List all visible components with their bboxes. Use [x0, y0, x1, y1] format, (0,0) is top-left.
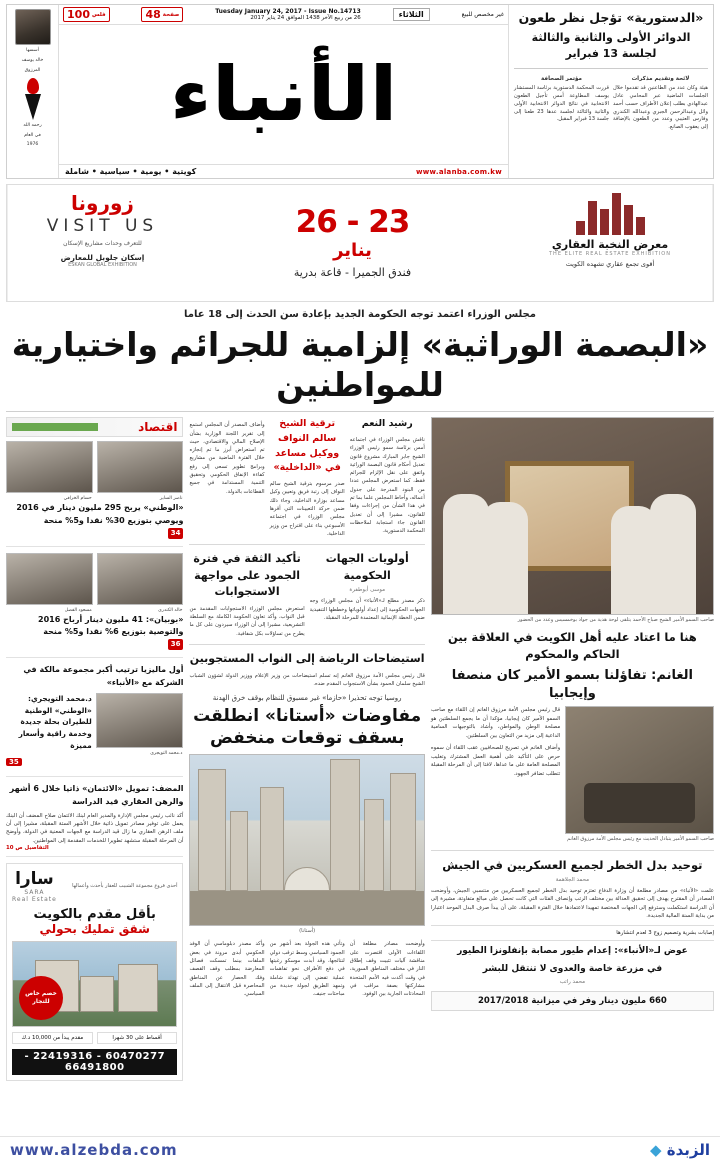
ad-visit-sub: للتعرف وحدات مشاريع الإسكان	[63, 240, 142, 247]
main-content	[6, 417, 714, 1081]
right-highlight-text: إصابات بشرية وتصميم زوج 3 لعدم انتشارها	[616, 929, 714, 936]
subblock-2	[189, 551, 304, 638]
subblock-1-body: ذكر مصدر مطلع لـ«الأنباء» أن مجلس الوزراء وجه الجهات الحكومية إلى إعداد أولوياتها وخططها التنفيذية ضمن الخطة الإنمائية المعتمدة للمرحلة المقبلة.	[309, 598, 425, 621]
sara-ad-logo	[12, 869, 57, 903]
ad-venue: فندق الجميرا - قاعة بدرية	[293, 266, 412, 279]
masthead-center	[59, 5, 508, 178]
cabinet-col-2	[270, 417, 345, 538]
masthead-headline-box	[514, 9, 708, 69]
footer-brand-label: الزبدة	[666, 1140, 710, 1159]
footer-brand-dot: ◆	[649, 1140, 662, 1159]
right-body-text	[431, 706, 560, 844]
masthead-bottombar	[59, 164, 508, 178]
right-divider	[431, 850, 714, 851]
ad-eskan-company-ar: إسكان جلوبل للمعارض	[60, 253, 145, 262]
sara-headline-1: بأقل مقدم بالكويت	[33, 907, 156, 923]
right-body-1: قال رئيس مجلس الأمة مرزوق الغانم إن اللقاء مع صاحب السمو الأمير كان إيجابيا، مؤكدا أن ما يجمع السلطتين هو مصلحة الوطن والمواطن، وأشاد بالتوجيهات السامية الداعية إلى مزيد من التعاون بين السلطتين.	[430, 707, 561, 739]
masthead-columns	[514, 75, 708, 132]
right-body-2: وأضاف الغانم في تصريح للصحافيين عقب اللقاء أن سموه حرص على التأكيد على أهمية العمل المشترك وتغليب المصلحة العامة على ما عداها، لافتا إلى أن المرحلة المقبلة تتطلب تضافر الجهود.	[430, 745, 561, 777]
issue-date	[215, 8, 361, 21]
founder-line-4: رحمه الله	[23, 122, 42, 128]
portrait-caption: مسعود الفضل	[64, 607, 92, 613]
website-url[interactable]: www.alanba.com.kw	[416, 167, 502, 176]
subblock-2-body: استعرض مجلس الوزراء الاستجوابات المقدمة من قبل النواب، وأكد تعاون الحكومة الكاملة مع السلطة التشريعية، مشيرا إلى أن الوزراء سيردون على كل ما يطرح من تساؤلات بكل شفافية.	[189, 605, 305, 637]
masthead-founder	[7, 5, 59, 178]
portrait-photo	[97, 553, 184, 613]
cabinet-columns	[189, 417, 424, 538]
economy-item-4-title: المضف: تمويل «الائتمان» ذاتيا خلال 6 أشهر والرهن العقاري قيد الدراسة	[9, 783, 184, 806]
torch-icon	[20, 78, 46, 120]
page-badge: 35	[6, 758, 22, 766]
portrait-caption: حسام الخرافي	[63, 496, 92, 502]
middle-divider-1	[189, 544, 424, 545]
subblock-2-title: تأكيد الثقة في فترة الجمود على مواجهة الاستجوابات	[193, 552, 301, 599]
economy-item-1[interactable]	[6, 441, 183, 546]
middle-subblocks-2	[189, 651, 424, 688]
price-badge	[63, 7, 110, 22]
sara-ad-header	[12, 869, 177, 903]
economy-item-1-line2: ويوصي بتوزيع 30% نقدا و5% منحة	[43, 515, 184, 525]
ad-visit-en: VISIT US	[46, 216, 159, 236]
portrait-caption: د.محمد التويجري	[150, 750, 183, 756]
founder-line-1: أسسها	[26, 48, 39, 53]
cabinet-col-3	[189, 417, 264, 538]
skyline-icon	[514, 191, 706, 235]
masthead-lead-story	[508, 5, 713, 178]
sara-advertisement[interactable]	[6, 863, 183, 1081]
rule-divider	[6, 411, 714, 412]
footer-url[interactable]: www.alzebda.com	[10, 1140, 178, 1159]
pages-badge	[141, 7, 183, 22]
masthead-topbar	[59, 5, 508, 25]
economy-item-2-line1: «بوبيان»: 41 مليون دينار أرباح 2016	[38, 614, 184, 624]
ad-elite-title-en: THE ELITE REAL ESTATE EXHIBITION	[549, 251, 671, 257]
lead-kicker: مجلس الوزراء اعتمد توجه الحكومة الجديد بإعادة سن الحدث إلى 18 عاما	[184, 309, 536, 320]
amir-photo	[431, 417, 714, 615]
footer-brand[interactable]	[650, 1141, 710, 1159]
sara-offer-1: مقدم يبدأ من 10,000 د.ك	[12, 1032, 93, 1044]
column-right	[431, 417, 714, 1081]
right-body-columns	[431, 706, 714, 844]
sara-phone-numbers[interactable]: 60470277 - 22419316 - 66491800	[12, 1049, 177, 1075]
ad-visit-ar: زورونا	[71, 191, 134, 215]
cabinet-col-1	[350, 417, 425, 538]
astana-body-3: وأكد مصدر دبلوماسي أن الوفد الحكومي أبدى مرونة في بعض الملفات بينما تمسكت فصائل المعارضة بمطلب وقف القصف وفك الحصار عن المناطق المحاصرة قبل الانتقال إلى الملف السياسي.	[189, 941, 265, 998]
economy-item-3-photos	[6, 693, 183, 771]
economy-section-bar	[12, 423, 98, 431]
subblock-3-title: استيضاحات الرياضة إلى النواب المستجوبين	[189, 652, 425, 665]
sara-logo-ar: سارا	[15, 869, 54, 890]
astana-body-columns	[189, 940, 424, 998]
pages-value: 48	[145, 8, 161, 21]
economy-item-4-detail[interactable]: التفاصيل ص 10	[6, 845, 49, 852]
portrait-caption: خالد الكندري	[158, 607, 183, 613]
founder-line-6: 1976	[26, 142, 39, 148]
ad-elite-sub: أقوى تجمع عقاري تشهده الكويت	[565, 260, 655, 268]
weekday-badge: الثلاثاء	[393, 8, 430, 21]
column-left	[6, 417, 183, 1081]
cabinet-col2-body: صدر مرسوم بترقية الشيخ سالم النواف إلى رتبة فريق وتعيين وكيل مساعد بوزارة الداخلية، وجاء ذلك ضمن حركة التعيينات التي أقرها مجلس الوزراء في اجتماعه الأسبوعي بناء على اقتراح من وزير الداخلية.	[269, 481, 345, 537]
amir-meeting-caption: صاحب السمو الأمير يتبادل الحديث مع رئيس مجلس الأمة مرزوق الغانم	[567, 836, 714, 843]
subblock-1-byline: موسى أبوطفرة	[349, 587, 386, 594]
ad-eskan-company-en: ESKAN GLOBAL EXHIBITION	[68, 262, 137, 268]
right-block2-title: توحيد بدل الخطر لجميع العسكريين في الجيش	[442, 858, 703, 873]
sara-logo-sub: Real Estate	[12, 896, 57, 904]
portrait-photo	[96, 693, 184, 756]
masthead-subheadline: الدوائر الأولى والثانية والثالثة لجلسة 13 فبراير	[531, 30, 691, 61]
astana-headline: مفاوضات «أستانا» انطلقت بسقف توقعات منخفض	[193, 706, 422, 749]
economy-item-4[interactable]	[6, 783, 183, 857]
ad-eskan-block[interactable]	[7, 185, 197, 301]
amir-meeting-photo	[565, 706, 714, 834]
subblock-1-title: أولويات الجهات الحكومية	[325, 552, 409, 582]
column-middle	[189, 417, 424, 1081]
price-label: فلس	[91, 11, 106, 18]
economy-item-1-title	[6, 502, 183, 540]
right-promo-byline: محمد راتب	[559, 979, 586, 986]
lead-story	[6, 309, 714, 404]
cabinet-col3-body: وأضاف المصدر أن المجلس استمع إلى تقرير اللجنة الوزارية بشأن الإصلاح المالي والاقتصادي، حيث تم استعراض أبرز ما تم إنجازه خلال الفترة الماضية من مشاريع وبرامج تطوير تسعى إلى رفع كفاءة الإنفاق الحكومي وتحقيق التنمية المستدامة في جميع القطاعات بالدولة.	[189, 422, 265, 495]
economy-item-3-title: د.محمد التويجري: «الوطني» الوطنية للطيران بحلة جديدة وخدمة راقية وأسعار مميزة 35	[6, 693, 92, 771]
right-block2-byline: محمد الجلاهمة	[555, 876, 590, 883]
founder-line-3: المرزوق	[24, 67, 41, 73]
sara-discount-seal: خصم خاص للتجار	[19, 976, 63, 1020]
sara-offer-2: أقساط على 30 شهرا	[97, 1032, 178, 1044]
economy-item-2-photos	[6, 553, 183, 613]
sara-headline-2: شقق تمليك بحولي	[39, 922, 150, 937]
economy-item-3[interactable]	[6, 664, 183, 777]
portrait-photo	[6, 553, 93, 613]
economy-item-2-line2: والتوصية بتوزيع 6% نقدا و5% منحة	[43, 627, 184, 637]
founder-line-5: في العام	[24, 132, 41, 138]
economy-item-4-body: أكد نائب رئيس مجلس الإدارة والمدير العام لبنك الائتمان صلاح المضف أن البنك يعمل على توفير مصادر تمويل ذاتية خلال الأشهر الستة المقبلة، مشيرا إلى أن ملف الرهن العقاري ما زال قيد الدراسة مع الجهات المعنية في الدولة، وأوضح أن المرحلة المقبلة ستشهد تطويرا للخدمات المقدمة إلى المواطنين.	[6, 812, 184, 844]
astana-body-1: وأوضحت مصادر مطلعة أن اللقاءات الأولى اقتصرت على مناقشة آليات تثبيت وقف إطلاق النار في مختلف المناطق السورية، في وقت أكدت فيه الأمم المتحدة مشاركتها بصفة مراقب في المحادثات الجارية بين الوفود.	[349, 941, 425, 998]
economy-item-2[interactable]	[6, 553, 183, 658]
ad-dates: 23 - 26	[295, 204, 410, 240]
masthead-col1-title: لائحة وتقديم مذكرات	[631, 75, 690, 82]
paper-logo: الأنباء	[169, 49, 398, 138]
economy-section-header	[6, 417, 183, 437]
right-highlight-box	[431, 925, 714, 942]
masthead-headline: «الدستورية» تؤجل نظر طعون	[518, 10, 704, 25]
price-value: 100	[67, 8, 90, 21]
masthead-column-2	[514, 75, 609, 132]
masthead-col1-body: هيئة وكان عدد من الطاعنين قد تقدموا خلال الجلسات الماضية عبر المحامي عادل عبدالهادي بطلب إعلان الأطراف حسب أحمد وائل وعبدالرحمن الجبري وعبدالله الكندري وفارس العتيبي وعدد من الطعون بالإضافة إلى يعقوب الصانع.	[613, 85, 708, 131]
pages-label: صفحة	[162, 11, 180, 18]
founder-line-2: خالد يوسف	[21, 57, 44, 63]
astana-photo	[189, 754, 424, 926]
masthead	[6, 4, 714, 179]
sara-building-photo	[12, 941, 177, 1027]
sara-logo-en: SARA	[24, 889, 45, 897]
right-body-left	[565, 706, 714, 844]
right-headline-1: هنا ما اعتاد عليه أهل الكويت في العلاقة بين الحاكم والمحكوم	[448, 630, 697, 661]
right-headline-2: الغانم: تفاؤلنا بسمو الأمير كان منصفا وإيجابيا	[451, 667, 694, 702]
middle-divider-2	[189, 644, 424, 645]
paper-tagline: كويتية • يومية • سياسية • شاملة	[65, 167, 197, 176]
ad-month: يناير	[333, 240, 372, 261]
portrait-caption: ناصر الساير	[159, 496, 183, 502]
issue-date-ar: 26 من ربيع الآخر 1438 الموافق 24 يناير 2017	[250, 15, 361, 21]
masthead-col2-title: مؤتمر الصحافة	[541, 75, 582, 82]
economy-item-1-photos	[6, 441, 183, 502]
cabinet-col1-title: رشيد النعم	[361, 418, 413, 430]
masthead-col2-body: قررت المحكمة الدستورية برئاسة المستشار يوسف المطاوعة أمس تأجيل الطعون الانتخابية في نتائج الدوائر الانتخابية الأولى والثانية والثالثة لجلسة عدها 23 طعنا إلى جلسة 13 فبراير المقبل.	[514, 85, 609, 123]
top-advertisement[interactable]	[6, 184, 714, 302]
right-promo-2: في مزرعة خاصة والعدوى لا تنتقل للبشر	[482, 963, 663, 974]
sara-offers	[12, 1032, 177, 1044]
astana-caption: (أستانا)	[299, 928, 316, 935]
masthead-logo-area	[59, 25, 508, 164]
subblock-1	[310, 551, 425, 638]
economy-item-3-kicker: أول ماليزيا ترتيب أكبر مجموعة مالكة في الشركة مع «الأنباء»	[23, 665, 184, 687]
page-badge: 36	[168, 639, 184, 650]
page-badge: 34	[168, 528, 184, 539]
economy-section-label: اقتصاد	[138, 420, 178, 435]
lead-headline: «البصمة الوراثية» إلزامية للجرائم واختيارية للمواطنين	[11, 325, 709, 404]
founder-portrait	[15, 9, 51, 45]
astana-kicker: روسيا توجه تحذيرا «حازما» غير مسبوق للنظام بوقف خرق الهدنة	[212, 694, 402, 703]
portrait-photo	[6, 441, 93, 502]
issue-date-en: Tuesday January 24, 2017 - Issue No.14713	[215, 8, 361, 15]
subblock-3-body: قال رئيس مجلس الأمة مرزوق الغانم إنه تسلم استيضاحات من وزير الإعلام ووزير الدولة لشؤون الشباب الشيخ سلمان الحمود بشأن الاستجواب المقدم ضده.	[189, 672, 425, 687]
economy-item-1-line1: «الوطني» يربح 295 مليون دينار في 2016	[16, 503, 184, 513]
ad-elite-title: معرض النخبة العقاري	[551, 238, 669, 251]
subblock-3	[189, 651, 424, 688]
free-note: غير مخصص للبيع	[461, 11, 504, 18]
right-block2-body: علمت «الأنباء» من مصادر مطلعة أن وزارة الدفاع تعتزم توحيد بدل الخطر لجميع العسكريين من منتسبي الجيش، وأوضحت المصادر أن المقترح يهدف إلى تحقيق العدالة بين مختلف الرتب وإنصاف الفئات التي كانت تحصل على مبالغ متفاوتة، مشيرة إلى أن الدراسة استكملت وسترفع إلى الجهات المختصة تمهيدا لاعتمادها خلال الفترة المقبلة، على أن يبدأ صرف البدل الموحد اعتبارا من بداية السنة المالية الجديدة.	[430, 887, 714, 920]
masthead-column-1	[613, 75, 708, 132]
astana-body-2: وتأتي هذه الجولة بعد أشهر من الجمود السياسي وسط ترقب دولي لنتائجها، وقد أبدت موسكو رغبتها في دفع الأطراف نحو تفاهمات عملية تفضي إلى تهدئة شاملة وتمهد الطريق لجولة جديدة من مباحثات جنيف.	[269, 941, 345, 998]
sara-ad-note: أحدى فروع مجموعة الشبيب للعقار بأحدث وأعمالها	[72, 882, 178, 889]
page-footer	[0, 1136, 720, 1162]
cabinet-col1-body: ناقش مجلس الوزراء في اجتماعه أمس برئاسة سمو رئيس الوزراء الشيخ جابر المبارك مشروع قانون تعديل أحكام قانون البصمة الوراثية واتفق على نقل الإلزام للجرائم فقط، كما استعرض المجلس عددا من البنود المدرجة على جدول أعماله، وأحاط المجلس علما بما تم في هذا الشأن من إجراءات وفقا للقانون، مشيرا إلى أن تعديل القانون جاء استجابة لملاحظات المحكمة الدستورية.	[349, 436, 425, 535]
middle-subblocks	[189, 551, 424, 638]
amir-photo-caption: صاحب السمو الأمير الشيخ صباح الأحمد يتلقى لوحة هدية من جواد بوخمسيس وعدد من الحضور	[517, 617, 714, 624]
cabinet-col2-title: ترقية الشيخ سالم النواف ووكيل مساعد في «الداخلية»	[273, 418, 341, 474]
right-promo-1: عوض لـ«الأنباء»: إعدام طيور مصابة بإنفلونزا الطيور	[457, 946, 688, 957]
ad-elite-exhibition[interactable]	[508, 185, 713, 301]
right-bottom-note: 660 مليون دينار وفر في ميزانية 2017/2018	[431, 991, 714, 1011]
portrait-photo	[97, 441, 184, 502]
ad-dates-block	[197, 185, 508, 301]
economy-item-2-title	[6, 614, 183, 652]
